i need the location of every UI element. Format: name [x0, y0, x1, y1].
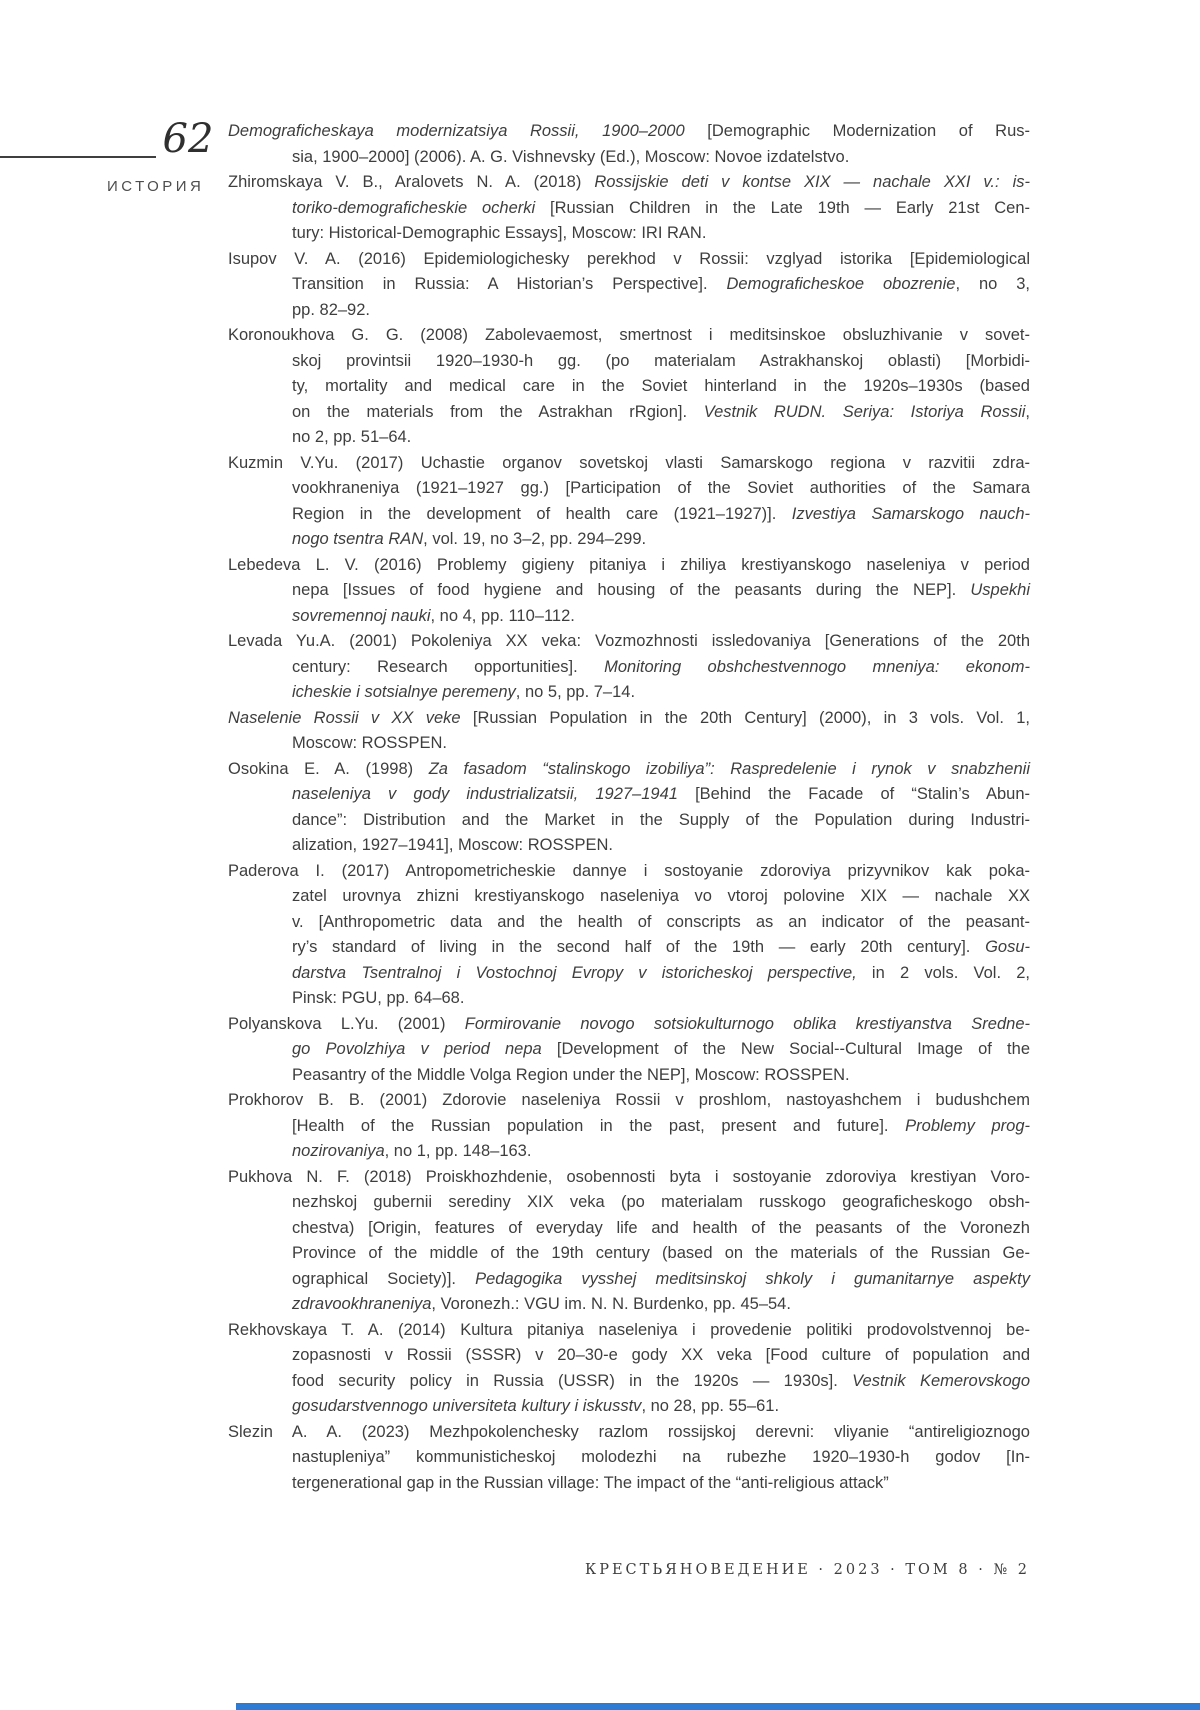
reference-line [228, 782, 1030, 808]
reference-line [228, 859, 1030, 885]
reference-text-segment: dance”: Distribution and the Market in the Supply of the Population during Industri- [292, 810, 1030, 829]
reference-entry [228, 1420, 1030, 1497]
reference-line [228, 1165, 1030, 1191]
reference-text-segment: , no 1, pp. 148–163. [384, 1142, 532, 1160]
reference-title-segment: Vestnik Kemerovskogo [852, 1371, 1030, 1390]
reference-line [228, 145, 1030, 171]
reference-entry [228, 859, 1030, 1012]
reference-entry [228, 1318, 1030, 1420]
reference-line [228, 1012, 1030, 1038]
reference-text-segment: ographical Society)]. [292, 1269, 476, 1288]
reference-text-segment: [Russian Population in the 20th Century] (2000), in 3 vols. Vol. 1, [460, 708, 1030, 727]
reference-text-segment: zatel urovnya zhizni krestiyanskogo naseleniya vo vtoroj polovine XIX — nachale XX [292, 887, 1030, 905]
reference-line [228, 451, 1030, 477]
reference-title-segment: Vestnik RUDN. Seriya: Istoriya Rossii [703, 402, 1026, 421]
reference-line [228, 119, 1030, 145]
reference-line [228, 170, 1030, 196]
reference-line [228, 1394, 1030, 1420]
reference-line [228, 1190, 1030, 1216]
reference-entry [228, 323, 1030, 451]
reference-line [228, 655, 1030, 681]
reference-line [228, 553, 1030, 579]
reference-title-segment: nogo tsentra RAN [292, 530, 424, 548]
journal-footer: КРЕСТЬЯНОВЕДЕНИЕ · 2023 · ТОМ 8 · № 2 [584, 1562, 1030, 1578]
reference-entry [228, 629, 1030, 706]
reference-title-segment: go Povolzhiya v period nepa [292, 1040, 542, 1058]
reference-entry [228, 119, 1030, 170]
reference-line [228, 349, 1030, 375]
reference-title-segment: Za fasadom “stalinskogo izobiliya”: Raspredelenie i rynok v snabzhenii [428, 759, 1030, 778]
reference-line [228, 706, 1030, 732]
reference-title-segment: nozirovaniya [292, 1142, 385, 1160]
reference-text-segment: Prokhorov B. B. (2001) Zdorovie naseleniya Rossii v proshlom, nastoyashchem i budushchem [228, 1091, 1030, 1109]
reference-title-segment: naseleniya v gody industrializatsii, 1927–1941 [292, 785, 678, 803]
reference-line [228, 1420, 1030, 1446]
reference-line [228, 425, 1030, 451]
reference-text-segment: in 2 vols. Vol. 2, [856, 963, 1030, 982]
reference-text-segment: nezhskoj gubernii serediny XIX veka (po materialam russkogo geograficheskogo obsh- [292, 1193, 1030, 1211]
reference-text-segment: Polyanskova L.Yu. (2001) [228, 1014, 465, 1033]
reference-title-segment: Gosu- [985, 938, 1030, 956]
reference-title-segment: Monitoring obshchestvennogo mneniya: ekonom- [604, 657, 1030, 676]
reference-line [228, 604, 1030, 630]
reference-line [228, 323, 1030, 349]
reference-text-segment: alization, 1927–1941], Moscow: ROSSPEN. [292, 836, 614, 854]
reference-line [228, 502, 1030, 528]
reference-line [228, 986, 1030, 1012]
reference-text-segment: Region in the development of health care (1921–1927)]. [292, 504, 792, 523]
reference-text-segment: [Health of the Russian population in the past, present and future]. [292, 1116, 906, 1135]
reference-entry [228, 553, 1030, 630]
reference-title-segment: Demograficheskaya modernizatsiya Rossii, 1900–2000 [228, 122, 685, 140]
reference-title-segment: icheskie i sotsialnye peremeny [292, 683, 516, 701]
reference-entry [228, 757, 1030, 859]
reference-line [228, 680, 1030, 706]
reference-text-segment: skoj provintsii 1920–1930-h gg. (po materialam Astrakhanskoj oblasti) [Morbidi- [292, 351, 1030, 370]
reference-title-segment: Problemy prog- [905, 1116, 1030, 1135]
reference-text-segment: tury: Historical-Demographic Essays], Moscow: IRI RAN. [292, 224, 707, 242]
references-list [228, 119, 1030, 1496]
reference-text-segment: , vol. 19, no 3–2, pp. 294–299. [423, 530, 647, 548]
reference-text-segment: Isupov V. A. (2016) Epidemiologichesky perekhod v Rossii: vzglyad istorika [Epidemiological [228, 249, 1030, 268]
reference-line [228, 476, 1030, 502]
reference-line [228, 1088, 1030, 1114]
reference-entry [228, 1165, 1030, 1318]
reference-title-segment: toriko-demograficheskie ocherki [292, 198, 536, 217]
reference-line [228, 1216, 1030, 1242]
reference-text-segment: vookhraneniya (1921–1927 gg.) [Participation of the Soviet authorities of the Samara [292, 479, 1030, 497]
reference-line [228, 1318, 1030, 1344]
reference-text-segment: Kuzmin V.Yu. (2017) Uchastie organov sovetskoj vlasti Samarskogo regiona v razvitii zdra- [228, 453, 1030, 472]
section-label: ИСТОРИЯ [107, 178, 205, 195]
reference-text-segment: nastupleniya” kommunisticheskoj molodezhi na rubezhe 1920–1930-h godov [In- [292, 1448, 1030, 1466]
reference-title-segment: Rossijskie deti v kontse XIX — nachale XXI v.: is- [594, 173, 1030, 191]
reference-text-segment: century: Research opportunities]. [292, 657, 605, 676]
reference-text-segment: Zhiromskaya V. B., Aralovets N. A. (2018) [228, 173, 595, 191]
reference-line [228, 961, 1030, 987]
reference-text-segment: [Behind the Facade of “Stalin’s Abun- [677, 785, 1030, 803]
reference-text-segment: , no 4, pp. 110–112. [430, 606, 575, 625]
reference-line [228, 247, 1030, 273]
reference-title-segment: zdravookhraneniya [292, 1295, 432, 1313]
reference-line [228, 884, 1030, 910]
reference-line [228, 527, 1030, 553]
page-number: 62 [162, 116, 214, 162]
reference-line [228, 374, 1030, 400]
reference-text-segment: Koronoukhova G. G. (2008) Zabolevaemost, smertnost i meditsinskoe obsluzhivanie v sovet- [228, 326, 1030, 344]
reference-entry [228, 1088, 1030, 1165]
reference-text-segment: Osokina E. A. (1998) [228, 759, 429, 778]
reference-line [228, 1037, 1030, 1063]
reference-line [228, 833, 1030, 859]
reference-text-segment: Province of the middle of the 19th century (based on the materials of the Russian Ge- [292, 1244, 1030, 1262]
reference-text-segment: [Development of the New Social--Cultural Image of the [541, 1040, 1030, 1058]
reference-line [228, 1241, 1030, 1267]
reference-text-segment: Lebedeva L. V. (2016) Problemy gigieny pitaniya i zhiliya krestiyanskogo naseleniya v period [228, 555, 1030, 574]
reference-line [228, 910, 1030, 936]
reference-line [228, 935, 1030, 961]
reference-text-segment: chestva) [Origin, features of everyday life and health of the peasants of the Voronezh [292, 1218, 1030, 1237]
reference-title-segment: Demograficheskoe obozrenie [726, 275, 956, 293]
reference-line [228, 1292, 1030, 1318]
reference-title-segment: sovremennoj nauki [292, 606, 431, 625]
reference-text-segment: Rekhovskaya T. A. (2014) Kultura pitaniya naseleniya i provedenie politiki prodovolstvennoj be- [228, 1320, 1030, 1339]
reference-title-segment: darstva Tsentralnoj i Vostochnoj Evropy v istoricheskoj perspective, [292, 963, 857, 982]
reference-text-segment: Pinsk: PGU, pp. 64–68. [292, 989, 465, 1007]
reference-line [228, 1267, 1030, 1293]
reference-title-segment: Formirovanie novogo sotsiokulturnogo oblika krestiyanstva Sredne- [464, 1014, 1030, 1033]
reference-line [228, 298, 1030, 324]
reference-text-segment: Peasantry of the Middle Volga Region under the NEP], Moscow: ROSSPEN. [292, 1065, 850, 1084]
reference-title-segment: Izvestiya Samarskogo nauch- [791, 504, 1030, 523]
reference-text-segment: , Voronezh.: VGU im. N. N. Burdenko, pp. 45–54. [431, 1295, 791, 1313]
reference-text-segment: [Demographic Modernization of Rus- [684, 122, 1030, 140]
reference-line [228, 757, 1030, 783]
reference-title-segment: Uspekhi [970, 581, 1030, 599]
reference-text-segment: , [1025, 402, 1031, 421]
reference-entry [228, 170, 1030, 247]
reference-line [228, 1369, 1030, 1395]
reference-text-segment: , no 28, pp. 55–61. [641, 1397, 780, 1415]
reference-text-segment: Moscow: ROSSPEN. [292, 734, 447, 752]
reference-entry [228, 247, 1030, 324]
reference-line [228, 1445, 1030, 1471]
reference-line [228, 808, 1030, 834]
reference-entry [228, 1012, 1030, 1089]
reference-text-segment: nepa [Issues of food hygiene and housing of the peasants during the NEP]. [292, 581, 971, 599]
reference-text-segment: zopasnosti v Rossii (SSSR) v 20–30-e gody XX veka [Food culture of population and [292, 1346, 1030, 1364]
reference-title-segment: gosudarstvennogo universiteta kultury i iskusstv [292, 1397, 642, 1415]
reference-text-segment: Pukhova N. F. (2018) Proiskhozhdenie, osobennosti byta i sostoyanie zdoroviya krestiyan Voro- [228, 1167, 1030, 1186]
reference-text-segment: no 2, pp. 51–64. [292, 428, 412, 446]
reference-line [228, 1471, 1030, 1497]
reference-text-segment: Levada Yu.A. (2001) Pokoleniya XX veka: Vozmozhnosti issledovaniya [Generations of the 20th [228, 632, 1030, 650]
reference-text-segment: v. [Anthropometric data and the health of conscripts as an indicator of the peasant- [292, 912, 1030, 931]
reference-text-segment: on the materials from the Astrakhan rRgion]. [292, 402, 704, 421]
reference-text-segment: ry’s standard of living in the second half of the 19th — early 20th century]. [292, 938, 986, 956]
reference-text-segment: food security policy in Russia (USSR) in the 1920s — 1930s]. [292, 1371, 853, 1390]
reference-line [228, 221, 1030, 247]
reference-line [228, 1139, 1030, 1165]
reference-entry [228, 451, 1030, 553]
reference-text-segment: , no 3, [955, 275, 1031, 293]
reference-line [228, 578, 1030, 604]
bottom-accent-bar [236, 1703, 1200, 1710]
reference-text-segment: pp. 82–92. [292, 300, 370, 319]
reference-text-segment: sia, 1900–2000] (2006). A. G. Vishnevsky (Ed.), Moscow: Novoe izdatelstvo. [292, 147, 850, 166]
reference-text-segment: tergenerational gap in the Russian village: The impact of the “anti-religious attack” [292, 1473, 889, 1492]
reference-line [228, 400, 1030, 426]
reference-text-segment: , no 5, pp. 7–14. [515, 683, 636, 701]
reference-line [228, 1114, 1030, 1140]
reference-text-segment: Paderova I. (2017) Antropometricheskie dannye i sostoyanie zdoroviya prizyvnikov kak poka- [228, 861, 1030, 880]
reference-entry [228, 706, 1030, 757]
reference-line [228, 1063, 1030, 1089]
reference-line [228, 1343, 1030, 1369]
reference-line [228, 629, 1030, 655]
header-rule [0, 156, 156, 158]
reference-text-segment: ty, mortality and medical care in the Soviet hinterland in the 1920s–1930s (based [292, 377, 1030, 395]
reference-line [228, 731, 1030, 757]
reference-title-segment: Naselenie Rossii v XX veke [228, 708, 461, 727]
reference-text-segment: Slezin A. A. (2023) Mezhpokolenchesky razlom rossijskoj derevni: vliyanie “antireligioznogo [228, 1422, 1030, 1441]
reference-text-segment: Transition in Russia: A Historian’s Perspective]. [292, 275, 727, 293]
reference-text-segment: [Russian Children in the Late 19th — Early 21st Cen- [535, 198, 1030, 217]
reference-line [228, 196, 1030, 222]
reference-title-segment: Pedagogika vysshej meditsinskoj shkoly i gumanitarnye aspekty [475, 1269, 1030, 1288]
reference-line [228, 272, 1030, 298]
